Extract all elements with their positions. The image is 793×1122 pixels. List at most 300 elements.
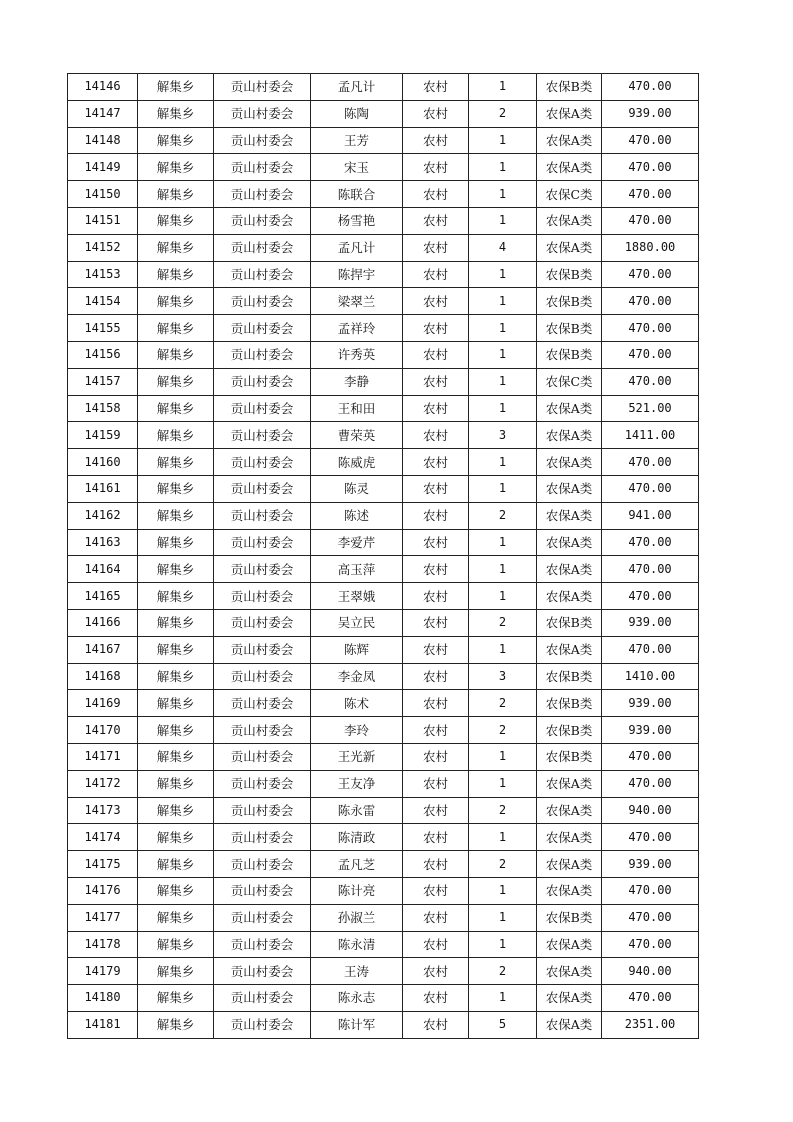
village-committee-cell: 贡山村委会 (214, 154, 311, 181)
township-cell: 解集乡 (138, 341, 214, 368)
person-count-cell: 1 (469, 636, 537, 663)
amount-cell: 470.00 (602, 877, 699, 904)
township-cell: 解集乡 (138, 234, 214, 261)
person-count-cell: 1 (469, 341, 537, 368)
name-cell: 陈计亮 (311, 877, 403, 904)
person-count-cell: 1 (469, 556, 537, 583)
record-id-cell: 14163 (68, 529, 138, 556)
township-cell: 解集乡 (138, 877, 214, 904)
township-cell: 解集乡 (138, 636, 214, 663)
amount-cell: 470.00 (602, 931, 699, 958)
village-committee-cell: 贡山村委会 (214, 636, 311, 663)
amount-cell: 470.00 (602, 261, 699, 288)
person-count-cell: 1 (469, 154, 537, 181)
table-row (68, 529, 699, 556)
person-count-cell: 1 (469, 315, 537, 342)
village-committee-cell: 贡山村委会 (214, 127, 311, 154)
person-count-cell: 1 (469, 74, 537, 101)
village-committee-cell: 贡山村委会 (214, 449, 311, 476)
village-committee-cell: 贡山村委会 (214, 770, 311, 797)
amount-cell: 470.00 (602, 636, 699, 663)
insurance-category-cell: 农保A类 (537, 851, 602, 878)
village-committee-cell: 贡山村委会 (214, 368, 311, 395)
table-row (68, 127, 699, 154)
village-committee-cell: 贡山村委会 (214, 824, 311, 851)
table-row (68, 851, 699, 878)
record-id-cell: 14169 (68, 690, 138, 717)
name-cell: 王和田 (311, 395, 403, 422)
village-committee-cell: 贡山村委会 (214, 315, 311, 342)
area-type-cell: 农村 (403, 502, 469, 529)
insurance-category-cell: 农保A类 (537, 1011, 602, 1038)
insurance-category-cell: 农保B类 (537, 288, 602, 315)
person-count-cell: 1 (469, 877, 537, 904)
amount-cell: 939.00 (602, 690, 699, 717)
area-type-cell: 农村 (403, 958, 469, 985)
village-committee-cell: 贡山村委会 (214, 904, 311, 931)
amount-cell: 2351.00 (602, 1011, 699, 1038)
record-id-cell: 14176 (68, 877, 138, 904)
township-cell: 解集乡 (138, 797, 214, 824)
name-cell: 李玲 (311, 717, 403, 744)
amount-cell: 470.00 (602, 368, 699, 395)
area-type-cell: 农村 (403, 529, 469, 556)
village-committee-cell: 贡山村委会 (214, 288, 311, 315)
record-id-cell: 14180 (68, 985, 138, 1012)
table-row (68, 234, 699, 261)
township-cell: 解集乡 (138, 207, 214, 234)
area-type-cell: 农村 (403, 422, 469, 449)
amount-cell: 470.00 (602, 181, 699, 208)
area-type-cell: 农村 (403, 851, 469, 878)
area-type-cell: 农村 (403, 181, 469, 208)
area-type-cell: 农村 (403, 127, 469, 154)
name-cell: 陈述 (311, 502, 403, 529)
name-cell: 陈捍宇 (311, 261, 403, 288)
name-cell: 王友净 (311, 770, 403, 797)
amount-cell: 470.00 (602, 449, 699, 476)
person-count-cell: 1 (469, 449, 537, 476)
township-cell: 解集乡 (138, 663, 214, 690)
insurance-category-cell: 农保A类 (537, 154, 602, 181)
table-row (68, 904, 699, 931)
amount-cell: 470.00 (602, 315, 699, 342)
person-count-cell: 1 (469, 529, 537, 556)
name-cell: 李静 (311, 368, 403, 395)
area-type-cell: 农村 (403, 315, 469, 342)
amount-cell: 521.00 (602, 395, 699, 422)
insurance-category-cell: 农保A类 (537, 207, 602, 234)
name-cell: 梁翠兰 (311, 288, 403, 315)
amount-cell: 1411.00 (602, 422, 699, 449)
insurance-category-cell: 农保C类 (537, 368, 602, 395)
insurance-category-cell: 农保C类 (537, 181, 602, 208)
person-count-cell: 2 (469, 690, 537, 717)
insurance-category-cell: 农保A类 (537, 422, 602, 449)
township-cell: 解集乡 (138, 529, 214, 556)
person-count-cell: 1 (469, 127, 537, 154)
table-row (68, 609, 699, 636)
insurance-category-cell: 农保A类 (537, 100, 602, 127)
name-cell: 陈术 (311, 690, 403, 717)
person-count-cell: 1 (469, 985, 537, 1012)
record-id-cell: 14181 (68, 1011, 138, 1038)
township-cell: 解集乡 (138, 824, 214, 851)
village-committee-cell: 贡山村委会 (214, 717, 311, 744)
name-cell: 陈永雷 (311, 797, 403, 824)
township-cell: 解集乡 (138, 261, 214, 288)
table-row (68, 717, 699, 744)
village-committee-cell: 贡山村委会 (214, 556, 311, 583)
person-count-cell: 1 (469, 181, 537, 208)
insurance-category-cell: 农保A类 (537, 449, 602, 476)
record-id-cell: 14157 (68, 368, 138, 395)
area-type-cell: 农村 (403, 985, 469, 1012)
village-committee-cell: 贡山村委会 (214, 475, 311, 502)
area-type-cell: 农村 (403, 1011, 469, 1038)
table-row (68, 288, 699, 315)
amount-cell: 470.00 (602, 770, 699, 797)
village-committee-cell: 贡山村委会 (214, 690, 311, 717)
person-count-cell: 1 (469, 261, 537, 288)
insurance-category-cell: 农保A类 (537, 529, 602, 556)
village-committee-cell: 贡山村委会 (214, 985, 311, 1012)
record-id-cell: 14151 (68, 207, 138, 234)
person-count-cell: 1 (469, 824, 537, 851)
table-row (68, 315, 699, 342)
area-type-cell: 农村 (403, 770, 469, 797)
record-id-cell: 14167 (68, 636, 138, 663)
record-id-cell: 14177 (68, 904, 138, 931)
name-cell: 曹荣英 (311, 422, 403, 449)
person-count-cell: 2 (469, 100, 537, 127)
insurance-category-cell: 农保B类 (537, 743, 602, 770)
insurance-category-cell: 农保A类 (537, 502, 602, 529)
record-id-cell: 14149 (68, 154, 138, 181)
township-cell: 解集乡 (138, 904, 214, 931)
table-row (68, 207, 699, 234)
insurance-category-cell: 农保A类 (537, 395, 602, 422)
area-type-cell: 农村 (403, 609, 469, 636)
village-committee-cell: 贡山村委会 (214, 395, 311, 422)
insurance-category-cell: 农保A类 (537, 770, 602, 797)
name-cell: 王涛 (311, 958, 403, 985)
insurance-category-cell: 农保B类 (537, 261, 602, 288)
amount-cell: 470.00 (602, 127, 699, 154)
amount-cell: 939.00 (602, 100, 699, 127)
table-row (68, 261, 699, 288)
record-id-cell: 14155 (68, 315, 138, 342)
amount-cell: 470.00 (602, 288, 699, 315)
table-row (68, 770, 699, 797)
area-type-cell: 农村 (403, 207, 469, 234)
village-committee-cell: 贡山村委会 (214, 583, 311, 610)
insurance-category-cell: 农保A类 (537, 931, 602, 958)
village-committee-cell: 贡山村委会 (214, 422, 311, 449)
record-id-cell: 14154 (68, 288, 138, 315)
name-cell: 陈永清 (311, 931, 403, 958)
township-cell: 解集乡 (138, 368, 214, 395)
record-id-cell: 14170 (68, 717, 138, 744)
record-id-cell: 14153 (68, 261, 138, 288)
insurance-category-cell: 农保B类 (537, 663, 602, 690)
name-cell: 李爱芹 (311, 529, 403, 556)
record-id-cell: 14166 (68, 609, 138, 636)
township-cell: 解集乡 (138, 609, 214, 636)
table-row (68, 181, 699, 208)
insurance-category-cell: 农保A类 (537, 234, 602, 261)
table-row (68, 502, 699, 529)
amount-cell: 1410.00 (602, 663, 699, 690)
amount-cell: 470.00 (602, 475, 699, 502)
area-type-cell: 农村 (403, 904, 469, 931)
name-cell: 孟凡计 (311, 74, 403, 101)
name-cell: 陈辉 (311, 636, 403, 663)
township-cell: 解集乡 (138, 422, 214, 449)
township-cell: 解集乡 (138, 958, 214, 985)
area-type-cell: 农村 (403, 690, 469, 717)
area-type-cell: 农村 (403, 877, 469, 904)
table-row (68, 74, 699, 101)
area-type-cell: 农村 (403, 931, 469, 958)
insurance-category-cell: 农保B类 (537, 690, 602, 717)
record-id-cell: 14161 (68, 475, 138, 502)
person-count-cell: 4 (469, 234, 537, 261)
table-row (68, 449, 699, 476)
township-cell: 解集乡 (138, 395, 214, 422)
area-type-cell: 农村 (403, 824, 469, 851)
record-id-cell: 14178 (68, 931, 138, 958)
name-cell: 李金凤 (311, 663, 403, 690)
person-count-cell: 1 (469, 288, 537, 315)
record-id-cell: 14173 (68, 797, 138, 824)
record-id-cell: 14174 (68, 824, 138, 851)
name-cell: 孟凡芝 (311, 851, 403, 878)
name-cell: 陈灵 (311, 475, 403, 502)
name-cell: 许秀英 (311, 341, 403, 368)
area-type-cell: 农村 (403, 154, 469, 181)
record-id-cell: 14164 (68, 556, 138, 583)
record-id-cell: 14150 (68, 181, 138, 208)
insurance-category-cell: 农保B类 (537, 904, 602, 931)
name-cell: 孟凡计 (311, 234, 403, 261)
person-count-cell: 1 (469, 475, 537, 502)
insurance-category-cell: 农保A类 (537, 877, 602, 904)
table-row (68, 556, 699, 583)
insurance-category-cell: 农保B类 (537, 341, 602, 368)
table-row (68, 395, 699, 422)
area-type-cell: 农村 (403, 717, 469, 744)
person-count-cell: 1 (469, 743, 537, 770)
amount-cell: 470.00 (602, 583, 699, 610)
table-row (68, 985, 699, 1012)
area-type-cell: 农村 (403, 288, 469, 315)
village-committee-cell: 贡山村委会 (214, 529, 311, 556)
subsidy-table (67, 73, 699, 1039)
record-id-cell: 14159 (68, 422, 138, 449)
village-committee-cell: 贡山村委会 (214, 851, 311, 878)
insurance-category-cell: 农保A类 (537, 824, 602, 851)
township-cell: 解集乡 (138, 127, 214, 154)
name-cell: 王光新 (311, 743, 403, 770)
insurance-category-cell: 农保A类 (537, 127, 602, 154)
township-cell: 解集乡 (138, 583, 214, 610)
township-cell: 解集乡 (138, 154, 214, 181)
village-committee-cell: 贡山村委会 (214, 609, 311, 636)
village-committee-cell: 贡山村委会 (214, 663, 311, 690)
township-cell: 解集乡 (138, 690, 214, 717)
township-cell: 解集乡 (138, 931, 214, 958)
person-count-cell: 2 (469, 717, 537, 744)
table-row (68, 422, 699, 449)
amount-cell: 1880.00 (602, 234, 699, 261)
township-cell: 解集乡 (138, 1011, 214, 1038)
township-cell: 解集乡 (138, 743, 214, 770)
amount-cell: 470.00 (602, 743, 699, 770)
area-type-cell: 农村 (403, 449, 469, 476)
record-id-cell: 14147 (68, 100, 138, 127)
table-row (68, 663, 699, 690)
village-committee-cell: 贡山村委会 (214, 931, 311, 958)
amount-cell: 470.00 (602, 904, 699, 931)
name-cell: 陈陶 (311, 100, 403, 127)
table-row (68, 100, 699, 127)
area-type-cell: 农村 (403, 743, 469, 770)
record-id-cell: 14160 (68, 449, 138, 476)
area-type-cell: 农村 (403, 797, 469, 824)
village-committee-cell: 贡山村委会 (214, 958, 311, 985)
record-id-cell: 14162 (68, 502, 138, 529)
person-count-cell: 5 (469, 1011, 537, 1038)
amount-cell: 470.00 (602, 824, 699, 851)
village-committee-cell: 贡山村委会 (214, 234, 311, 261)
table-row (68, 368, 699, 395)
area-type-cell: 农村 (403, 395, 469, 422)
township-cell: 解集乡 (138, 181, 214, 208)
insurance-category-cell: 农保A类 (537, 556, 602, 583)
insurance-category-cell: 农保A类 (537, 583, 602, 610)
person-count-cell: 1 (469, 207, 537, 234)
name-cell: 陈永志 (311, 985, 403, 1012)
village-committee-cell: 贡山村委会 (214, 877, 311, 904)
name-cell: 王翠娥 (311, 583, 403, 610)
insurance-category-cell: 农保A类 (537, 797, 602, 824)
township-cell: 解集乡 (138, 717, 214, 744)
township-cell: 解集乡 (138, 315, 214, 342)
area-type-cell: 农村 (403, 74, 469, 101)
person-count-cell: 1 (469, 368, 537, 395)
person-count-cell: 2 (469, 958, 537, 985)
insurance-category-cell: 农保A类 (537, 636, 602, 663)
village-committee-cell: 贡山村委会 (214, 1011, 311, 1038)
area-type-cell: 农村 (403, 100, 469, 127)
insurance-category-cell: 农保B类 (537, 717, 602, 744)
record-id-cell: 14148 (68, 127, 138, 154)
person-count-cell: 2 (469, 851, 537, 878)
name-cell: 陈计军 (311, 1011, 403, 1038)
amount-cell: 939.00 (602, 717, 699, 744)
amount-cell: 470.00 (602, 74, 699, 101)
area-type-cell: 农村 (403, 663, 469, 690)
name-cell: 吴立民 (311, 609, 403, 636)
amount-cell: 470.00 (602, 985, 699, 1012)
name-cell: 王芳 (311, 127, 403, 154)
table-row (68, 931, 699, 958)
village-committee-cell: 贡山村委会 (214, 74, 311, 101)
person-count-cell: 1 (469, 931, 537, 958)
record-id-cell: 14158 (68, 395, 138, 422)
township-cell: 解集乡 (138, 288, 214, 315)
area-type-cell: 农村 (403, 556, 469, 583)
area-type-cell: 农村 (403, 234, 469, 261)
table-row (68, 583, 699, 610)
table-row (68, 743, 699, 770)
person-count-cell: 3 (469, 422, 537, 449)
village-committee-cell: 贡山村委会 (214, 743, 311, 770)
insurance-category-cell: 农保B类 (537, 74, 602, 101)
table-body (68, 74, 699, 1039)
township-cell: 解集乡 (138, 449, 214, 476)
village-committee-cell: 贡山村委会 (214, 502, 311, 529)
person-count-cell: 3 (469, 663, 537, 690)
name-cell: 高玉萍 (311, 556, 403, 583)
table-row (68, 690, 699, 717)
record-id-cell: 14156 (68, 341, 138, 368)
insurance-category-cell: 农保A类 (537, 985, 602, 1012)
township-cell: 解集乡 (138, 502, 214, 529)
insurance-category-cell: 农保B类 (537, 315, 602, 342)
record-id-cell: 14165 (68, 583, 138, 610)
table-row (68, 154, 699, 181)
village-committee-cell: 贡山村委会 (214, 207, 311, 234)
village-committee-cell: 贡山村委会 (214, 797, 311, 824)
name-cell: 孙淑兰 (311, 904, 403, 931)
name-cell: 杨雪艳 (311, 207, 403, 234)
township-cell: 解集乡 (138, 475, 214, 502)
table-row (68, 877, 699, 904)
table-row (68, 1011, 699, 1038)
person-count-cell: 2 (469, 502, 537, 529)
table-row (68, 958, 699, 985)
record-id-cell: 14168 (68, 663, 138, 690)
township-cell: 解集乡 (138, 770, 214, 797)
data-table-container (67, 73, 699, 1039)
table-row (68, 341, 699, 368)
name-cell: 陈联合 (311, 181, 403, 208)
person-count-cell: 2 (469, 609, 537, 636)
area-type-cell: 农村 (403, 636, 469, 663)
person-count-cell: 1 (469, 770, 537, 797)
area-type-cell: 农村 (403, 261, 469, 288)
insurance-category-cell: 农保A类 (537, 958, 602, 985)
amount-cell: 470.00 (602, 529, 699, 556)
amount-cell: 470.00 (602, 207, 699, 234)
record-id-cell: 14179 (68, 958, 138, 985)
amount-cell: 941.00 (602, 502, 699, 529)
township-cell: 解集乡 (138, 100, 214, 127)
name-cell: 宋玉 (311, 154, 403, 181)
table-row (68, 824, 699, 851)
name-cell: 孟祥玲 (311, 315, 403, 342)
record-id-cell: 14172 (68, 770, 138, 797)
area-type-cell: 农村 (403, 368, 469, 395)
table-row (68, 475, 699, 502)
area-type-cell: 农村 (403, 475, 469, 502)
village-committee-cell: 贡山村委会 (214, 261, 311, 288)
table-row (68, 797, 699, 824)
person-count-cell: 2 (469, 797, 537, 824)
table-row (68, 636, 699, 663)
